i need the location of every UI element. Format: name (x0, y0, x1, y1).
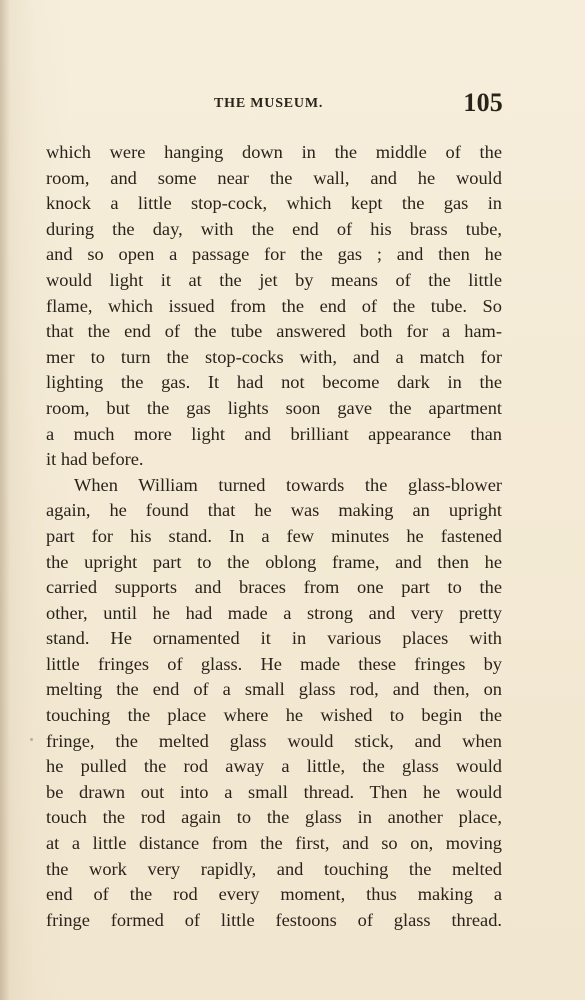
text-line: the work very rapidly, and touching the melted (46, 858, 502, 879)
text-line: that the end of the tube answered both for a ham- (46, 321, 502, 342)
text-line: would light it at the jet by means of the little (46, 269, 502, 290)
text-line: he pulled the rod away a little, the glass would (46, 756, 502, 777)
text-line: and so open a passage for the gas ; and then he (46, 244, 502, 265)
text-line: it had before. (46, 449, 144, 470)
text-line: flame, which issued from the end of the tube. So (46, 295, 502, 316)
text-line: knock a little stop-cock, which kept the gas in (46, 193, 502, 214)
page-gutter-shadow (0, 0, 10, 1000)
text-line: fringe, the melted glass would stick, and when (46, 730, 502, 751)
running-head: THE MUSEUM. (214, 96, 324, 111)
body-text (46, 140, 502, 960)
text-line: a much more light and brilliant appearance than (46, 423, 502, 444)
text-line: during the day, with the end of his brass tube, (46, 218, 502, 239)
paragraph-start-line: When William turned towards the glass-blower (74, 474, 502, 495)
text-line: other, until he had made a strong and very pretty (46, 602, 502, 623)
text-line: little fringes of glass. He made these fringes by (46, 653, 502, 674)
text-line: which were hanging down in the middle of the (46, 142, 502, 162)
text-line: stand. He ornamented it in various places with (46, 628, 502, 649)
text-line: melting the end of a small glass rod, and then, on (46, 679, 502, 700)
text-line: again, he found that he was making an upright (46, 500, 502, 521)
text-line: mer to turn the stop-cocks with, and a match for (46, 346, 502, 367)
page-number: 105 (463, 88, 503, 117)
text-line: touching the place where he wished to begin the (46, 705, 502, 726)
paper-speck (30, 738, 33, 741)
text-line: be drawn out into a small thread. Then he would (46, 781, 502, 802)
text-line: room, and some near the wall, and he would (46, 167, 502, 188)
text-line: the upright part to the oblong frame, and then he (46, 551, 502, 572)
text-line: fringe formed of little festoons of glass thread. (46, 909, 502, 930)
text-line: at a little distance from the first, and so on, moving (46, 833, 502, 854)
text-line: carried supports and braces from one part to the (46, 577, 502, 598)
text-line: room, but the gas lights soon gave the apartment (46, 397, 502, 418)
text-line: part for his stand. In a few minutes he fastened (46, 525, 502, 546)
text-line: end of the rod every moment, thus making a (46, 884, 502, 905)
text-line: lighting the gas. It had not become dark in the (46, 372, 502, 393)
text-line: touch the rod again to the glass in another place, (46, 807, 502, 828)
